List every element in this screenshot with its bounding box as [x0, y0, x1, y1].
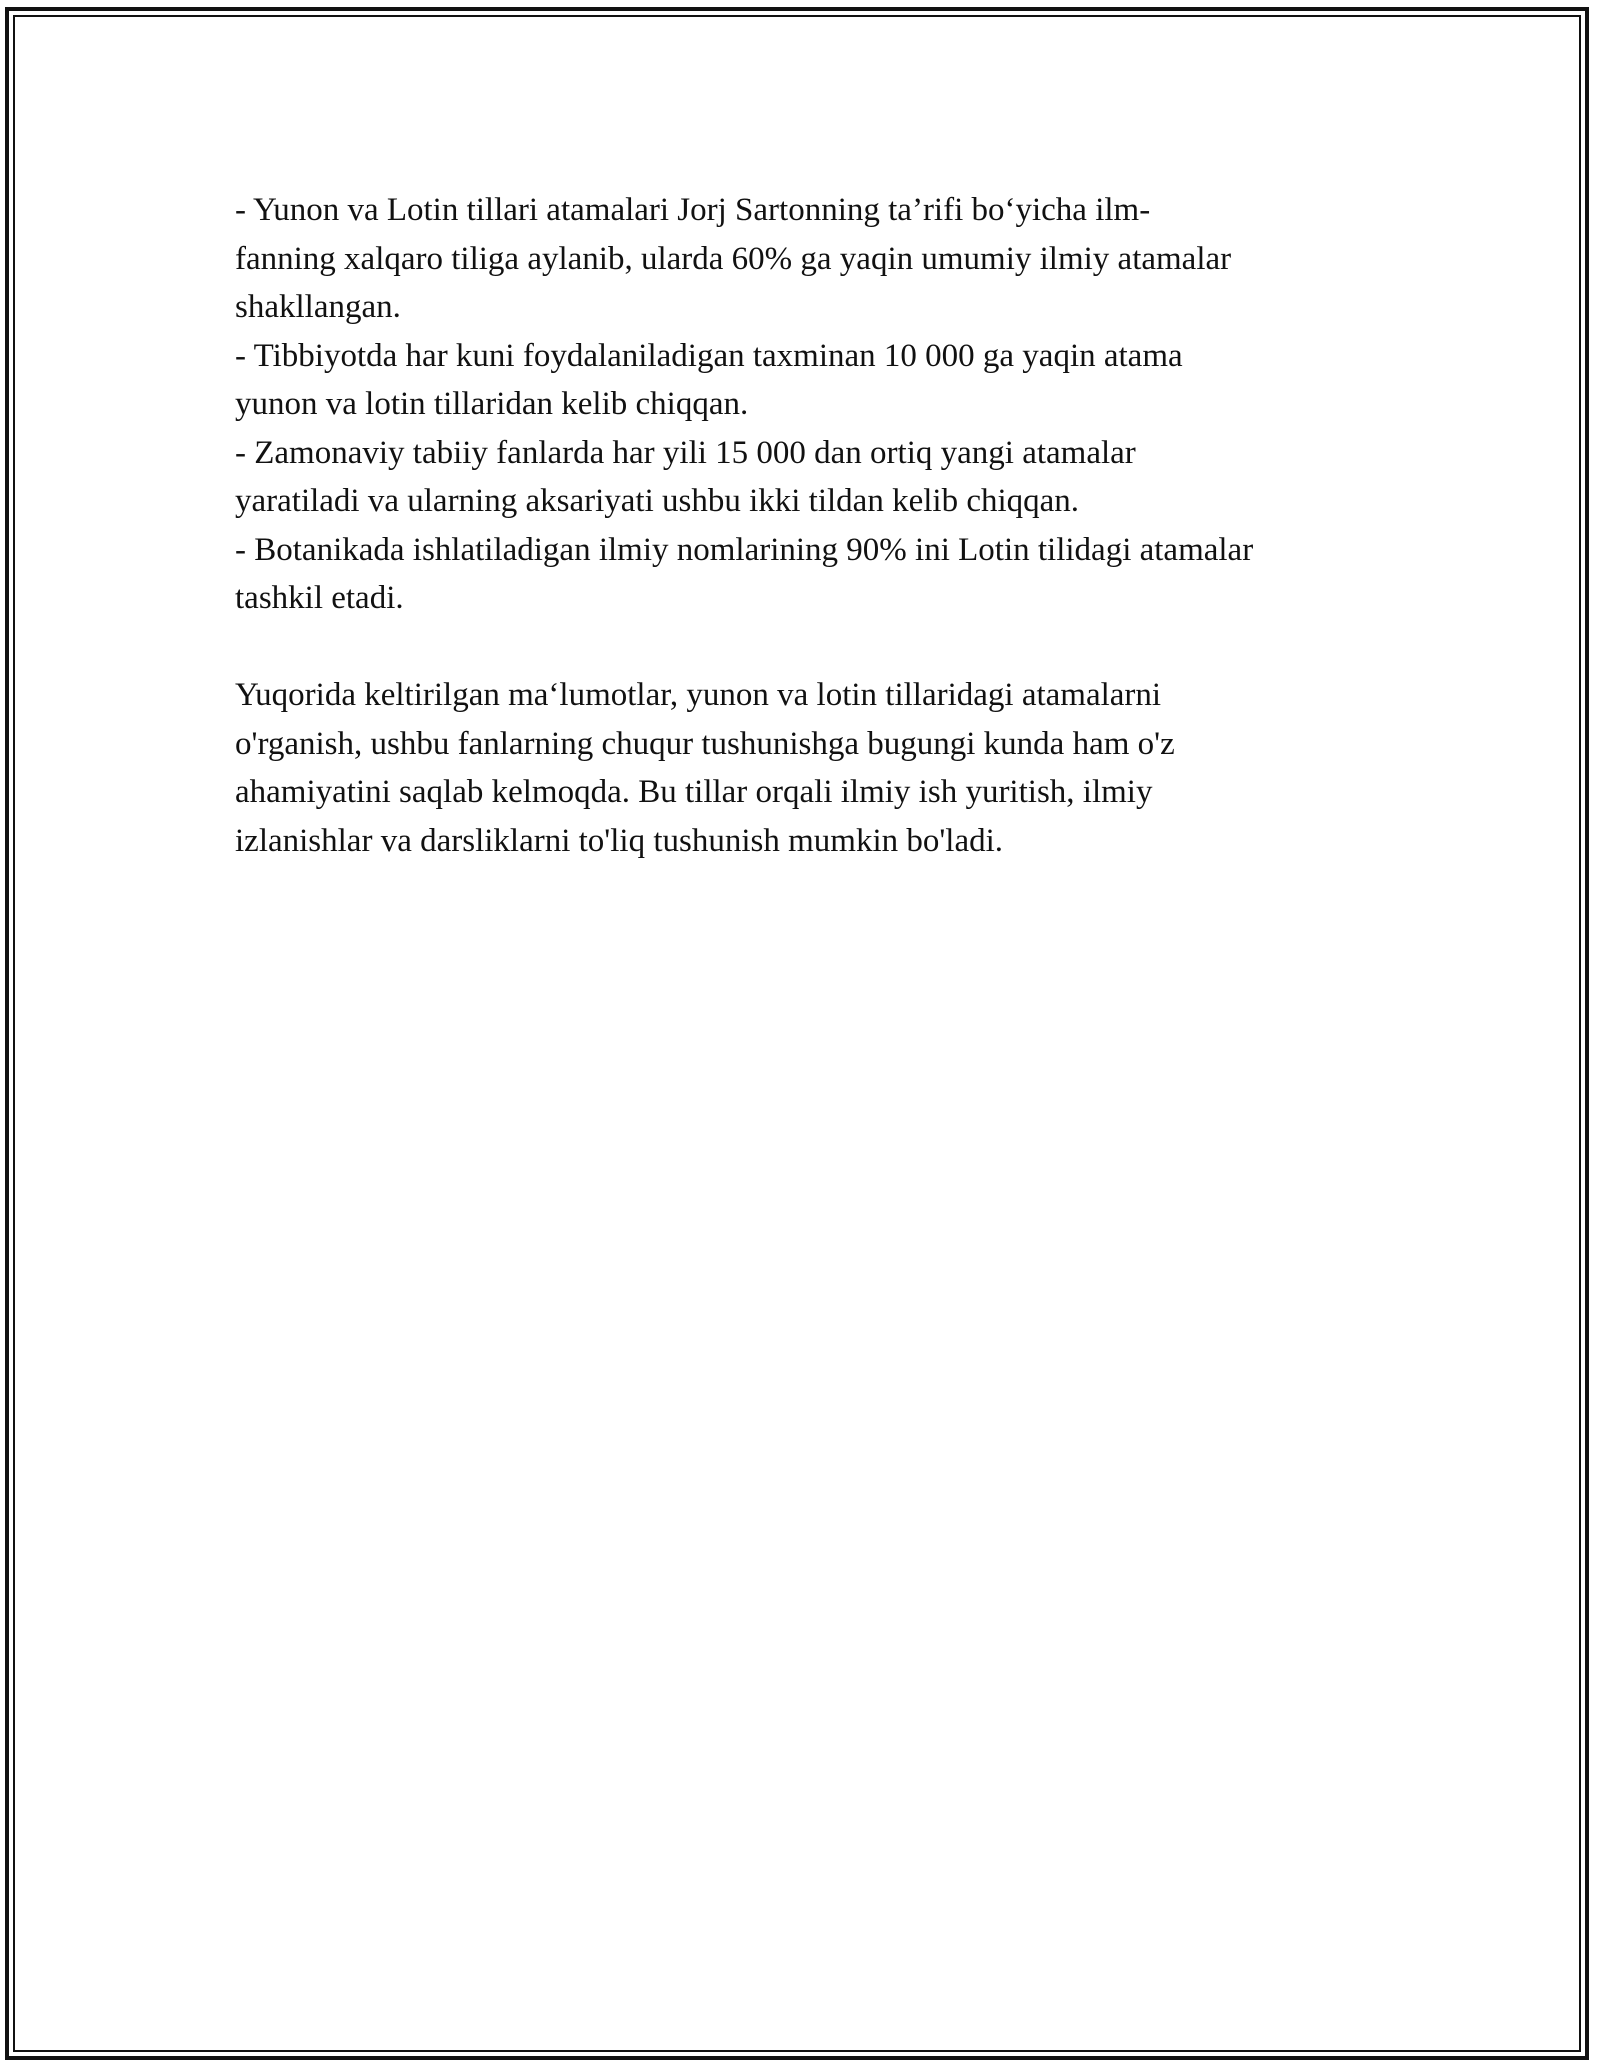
- text-line: Yuqorida keltirilgan ma‘lumotlar, yunon va lotin tillaridagi atamalarni: [235, 677, 1162, 713]
- text-line: - Tibbiyotda har kuni foydalaniladigan taxminan 10 000 ga yaqin atama: [235, 337, 1183, 374]
- conclusion-paragraph: [235, 671, 1375, 865]
- text-line: yaratiladi va ularning aksariyati ushbu ikki tildan kelib chiqqan.: [235, 483, 1080, 519]
- text-line: fanning xalqaro tiliga aylanib, ularda 60% ga yaqin umumiy ilmiy atamalar: [235, 240, 1232, 277]
- text-line: - Zamonaviy tabiiy fanlarda har yili 15 000 dan ortiq yangi atamalar: [235, 434, 1136, 471]
- text-line: shakllangan.: [235, 289, 401, 325]
- bullet-item: [235, 186, 1375, 332]
- text-line: yunon va lotin tillaridan kelib chiqqan.: [235, 386, 749, 422]
- bullet-item: [235, 332, 1375, 429]
- bullet-item: [235, 429, 1375, 526]
- bullet-item: [235, 526, 1375, 623]
- text-line: o'rganish, ushbu fanlarning chuqur tushunishga bugungi kunda ham o'z: [235, 725, 1175, 762]
- text-line: - Yunon va Lotin tillari atamalari Jorj Sartonning ta’rifi bo‘yicha ilm-: [235, 192, 1151, 228]
- text-line: izlanishlar va darsliklarni to'liq tushunish mumkin bo'ladi.: [235, 822, 1004, 859]
- text-line: tashkil etadi.: [235, 580, 404, 616]
- document-body: [235, 186, 1375, 865]
- text-line: - Botanikada ishlatiladigan ilmiy nomlarining 90% ini Lotin tilidagi atamalar: [235, 531, 1254, 568]
- text-line: ahamiyatini saqlab kelmoqda. Bu tillar orqali ilmiy ish yuritish, ilmiy: [235, 774, 1153, 810]
